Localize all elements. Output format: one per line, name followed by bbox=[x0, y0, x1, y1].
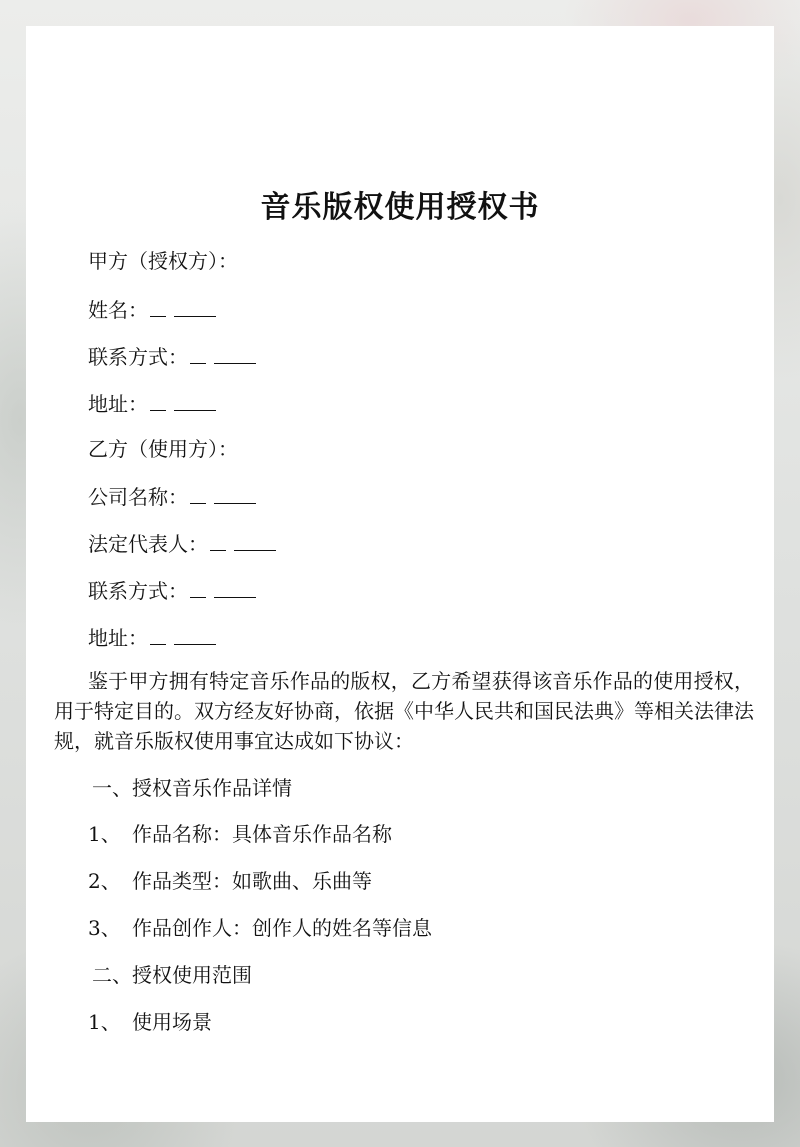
blank-line bbox=[210, 528, 226, 551]
party-a-contact-label: 联系方式： bbox=[88, 345, 188, 369]
list-item-text: 作品名称：具体音乐作品名称 bbox=[132, 822, 392, 846]
list-item bbox=[88, 1008, 212, 1036]
list-item bbox=[88, 867, 372, 895]
party-a-contact-line bbox=[88, 341, 256, 371]
document-title: 音乐版权使用授权书 bbox=[260, 190, 540, 225]
section-heading-2: 二、授权使用范围 bbox=[92, 963, 252, 987]
party-a-name-line bbox=[88, 294, 216, 324]
party-b-legal-rep-line bbox=[88, 528, 276, 558]
blank-line bbox=[190, 481, 206, 504]
list-item bbox=[88, 914, 432, 942]
party-a-address-line bbox=[88, 388, 216, 418]
section-heading-1: 一、授权音乐作品详情 bbox=[92, 776, 292, 800]
preamble-paragraph: 鉴于甲方拥有特定音乐作品的版权，乙方希望获得该音乐作品的使用授权，用于特定目的。双方经友好协商，依据《中华人民共和国民法典》等相关法律法规，就音乐版权使用事宜达成如下协议： bbox=[54, 669, 754, 753]
blank-line bbox=[174, 622, 216, 645]
blank-line bbox=[214, 341, 256, 364]
party-b-address-line bbox=[88, 622, 216, 652]
list-item-number: 1、 bbox=[88, 1010, 121, 1034]
blank-line bbox=[214, 481, 256, 504]
blank-line bbox=[190, 341, 206, 364]
blank-line bbox=[190, 575, 206, 598]
blank-line bbox=[150, 622, 166, 645]
list-item-text: 使用场景 bbox=[132, 1010, 212, 1034]
party-b-heading: 乙方（使用方）： bbox=[88, 437, 238, 461]
party-b-company-line bbox=[88, 481, 256, 511]
party-a-address-label: 地址： bbox=[88, 392, 148, 416]
party-b-company-label: 公司名称： bbox=[88, 485, 188, 509]
blank-line bbox=[150, 294, 166, 317]
blank-line bbox=[150, 388, 166, 411]
list-item-text: 作品类型：如歌曲、乐曲等 bbox=[132, 869, 372, 893]
party-b-contact-label: 联系方式： bbox=[88, 579, 188, 603]
blank-line bbox=[174, 388, 216, 411]
list-item-number: 2、 bbox=[88, 869, 121, 893]
blank-line bbox=[214, 575, 256, 598]
party-b-address-label: 地址： bbox=[88, 626, 148, 650]
party-a-heading: 甲方（授权方）： bbox=[88, 249, 238, 273]
party-b-contact-line bbox=[88, 575, 256, 605]
list-item-text: 作品创作人：创作人的姓名等信息 bbox=[132, 916, 432, 940]
list-item-number: 3、 bbox=[88, 916, 121, 940]
blank-line bbox=[174, 294, 216, 317]
blank-line bbox=[234, 528, 276, 551]
list-item bbox=[88, 820, 392, 848]
list-item-number: 1、 bbox=[88, 822, 121, 846]
party-a-name-label: 姓名： bbox=[88, 298, 148, 322]
party-b-legal-rep-label: 法定代表人： bbox=[88, 532, 208, 556]
